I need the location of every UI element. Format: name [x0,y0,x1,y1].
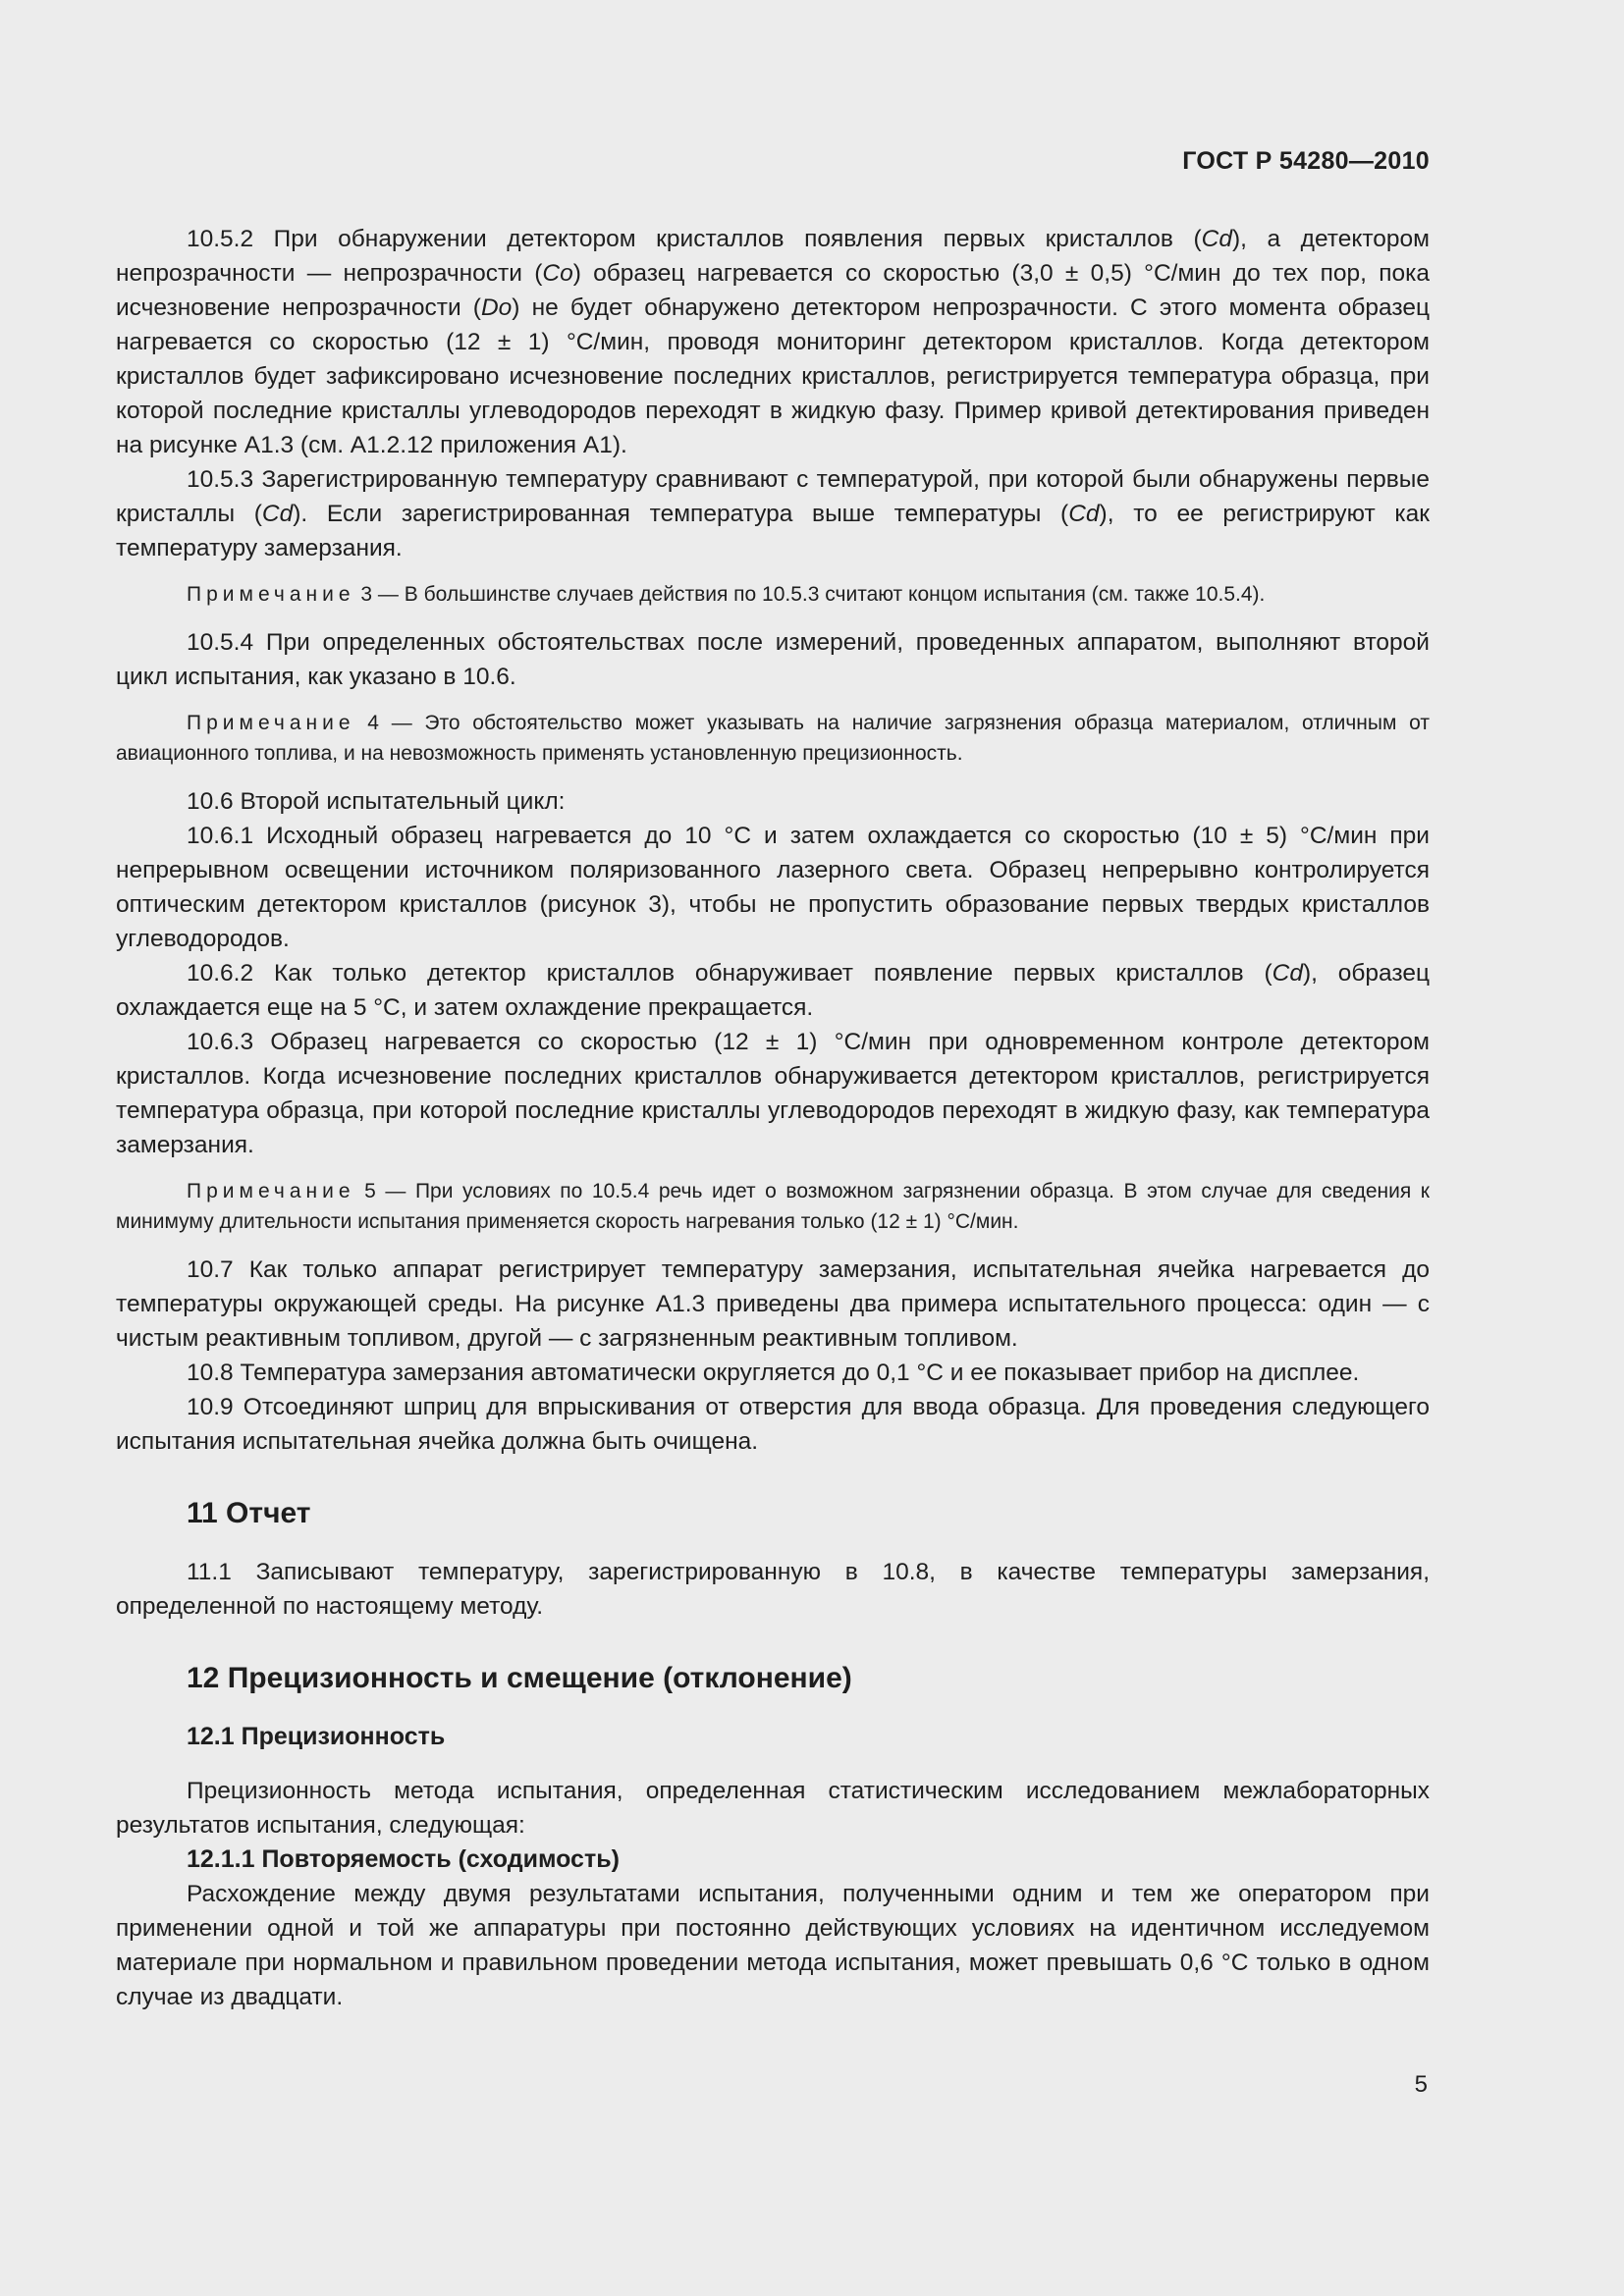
note-label: Примечание [187,712,355,734]
standard-header: ГОСТ Р 54280—2010 [1182,147,1430,175]
note-label: Примечание [187,583,355,606]
cd-symbol: Cd [1272,960,1303,987]
document-body [116,222,1430,2014]
note-3: Примечание 3 — В большинстве случаев действия по 10.5.3 считают концом испытания (см. также 10.5.4). [187,583,1266,606]
paragraph-10-5-2: 10.5.2 При обнаружении детектором кристаллов появления первых кристаллов (Cd), а детектором непрозрачности — непрозрачности (Co) образец нагревается со скоростью (3,0 ± 0,5) °С/мин до тех пор, пока исчезновение непрозрачности (Do) не будет обнаружено детектором непрозрачности. С этого момента образец нагревается со скоростью (12 ± 1) °С/мин, проводя мониторинг детектором кристаллов. Когда детектором кристаллов будет зафиксировано исчезновение последних кристаллов, регистрируется температура образца, при которой последние кристаллы углеводородов переходят в жидкую фазу. Пример кривой детектирования приведен на рисунке А1.3 (см. А1.2.12 приложения А1). [116,226,1430,458]
paragraph-10-5-4: 10.5.4 При определенных обстоятельствах после измерений, проведенных аппаратом, выполняют второй цикл испытания, как указано в 10.6. [116,629,1430,690]
paragraph-10-5-3: 10.5.3 Зарегистрированную температуру сравнивают с температурой, при которой были обнаружены первые кристаллы (Cd). Если зарегистрированная температура выше температуры (Cd), то ее регистрируют как температуру замерзания. [116,466,1430,561]
note-label: Примечание [187,1180,355,1202]
paragraph-10-7: 10.7 Как только аппарат регистрирует температуру замерзания, испытательная ячейка нагревается до температуры окружающей среды. На рисунке А1.3 приведены два примера испытательного процесса: один — с чистым реактивным топливом, другой — с загрязненным реактивным топливом. [116,1256,1430,1352]
section-heading-12: 12 Прецизионность и смещение (отклонение) [187,1662,852,1694]
paragraph-10-6: 10.6 Второй испытательный цикл: [187,788,566,815]
co-symbol: Co [542,260,573,287]
cd-symbol: Cd [261,501,294,527]
paragraph-10-9: 10.9 Отсоединяют шприц для впрыскивания от отверстия для ввода образца. Для проведения следующего испытания испытательная ячейка должна быть очищена. [116,1394,1430,1455]
paragraph-12-1: Прецизионность метода испытания, определенная статистическим исследованием межлабораторных результатов испытания, следующая: [116,1778,1430,1839]
paragraph-12-1-1: Расхождение между двумя результатами испытания, полученными одним и тем же оператором при применении одной и той же аппаратуры при постоянно действующих условиях на идентичном исследуемом материале при нормальном и правильном проведении метода испытания, может превышать 0,6 °С только в одном случае из двадцати. [116,1881,1430,2010]
cd-symbol: Cd [1201,226,1232,252]
paragraph-10-6-3: 10.6.3 Образец нагревается со скоростью (12 ± 1) °С/мин при одновременном контроле детектором кристаллов. Когда исчезновение последних кристаллов обнаруживается детектором кристаллов, регистрируется температура образца, при которой последние кристаллы углеводородов переходят в жидкую фазу, как температура замерзания. [116,1029,1430,1158]
page-number: 5 [1414,2071,1428,2098]
paragraph-10-6-1: 10.6.1 Исходный образец нагревается до 10 °С и затем охлаждается со скоростью (10 ± 5) °С/мин при непрерывном освещении источником поляризованного лазерного света. Образец непрерывно контролируется оптическим детектором кристаллов (рисунок 3), чтобы не пропустить образование первых твердых кристаллов углеводородов. [116,823,1430,952]
subsection-heading-12-1-1: 12.1.1 Повторяемость (сходимость) [187,1845,620,1873]
do-symbol: Do [480,294,513,321]
note-5: Примечание 5 — При условиях по 10.5.4 речь идет о возможном загрязнении образца. В этом случае для сведения к минимуму длительности испытания применяется скорость нагревания только (12 ± 1) °С/мин. [116,1180,1430,1233]
note-4: Примечание 4 — Это обстоятельство может указывать на наличие загрязнения образца материалом, отличным от авиационного топлива, и на невозможность применять установленную прецизионность. [116,712,1430,765]
paragraph-10-8: 10.8 Температура замерзания автоматически округляется до 0,1 °С и ее показывает прибор на дисплее. [187,1360,1360,1386]
paragraph-11-1: 11.1 Записывают температуру, зарегистрированную в 10.8, в качестве температуры замерзания, определенной по настоящему методу. [116,1559,1430,1620]
paragraph-10-6-2: 10.6.2 Как только детектор кристаллов обнаруживает появление первых кристаллов (Cd), образец охлаждается еще на 5 °С, и затем охлаждение прекращается. [116,960,1431,1021]
subsection-heading-12-1: 12.1 Прецизионность [187,1723,446,1750]
section-heading-11: 11 Отчет [187,1497,311,1529]
cd-symbol: Cd [1068,501,1100,527]
